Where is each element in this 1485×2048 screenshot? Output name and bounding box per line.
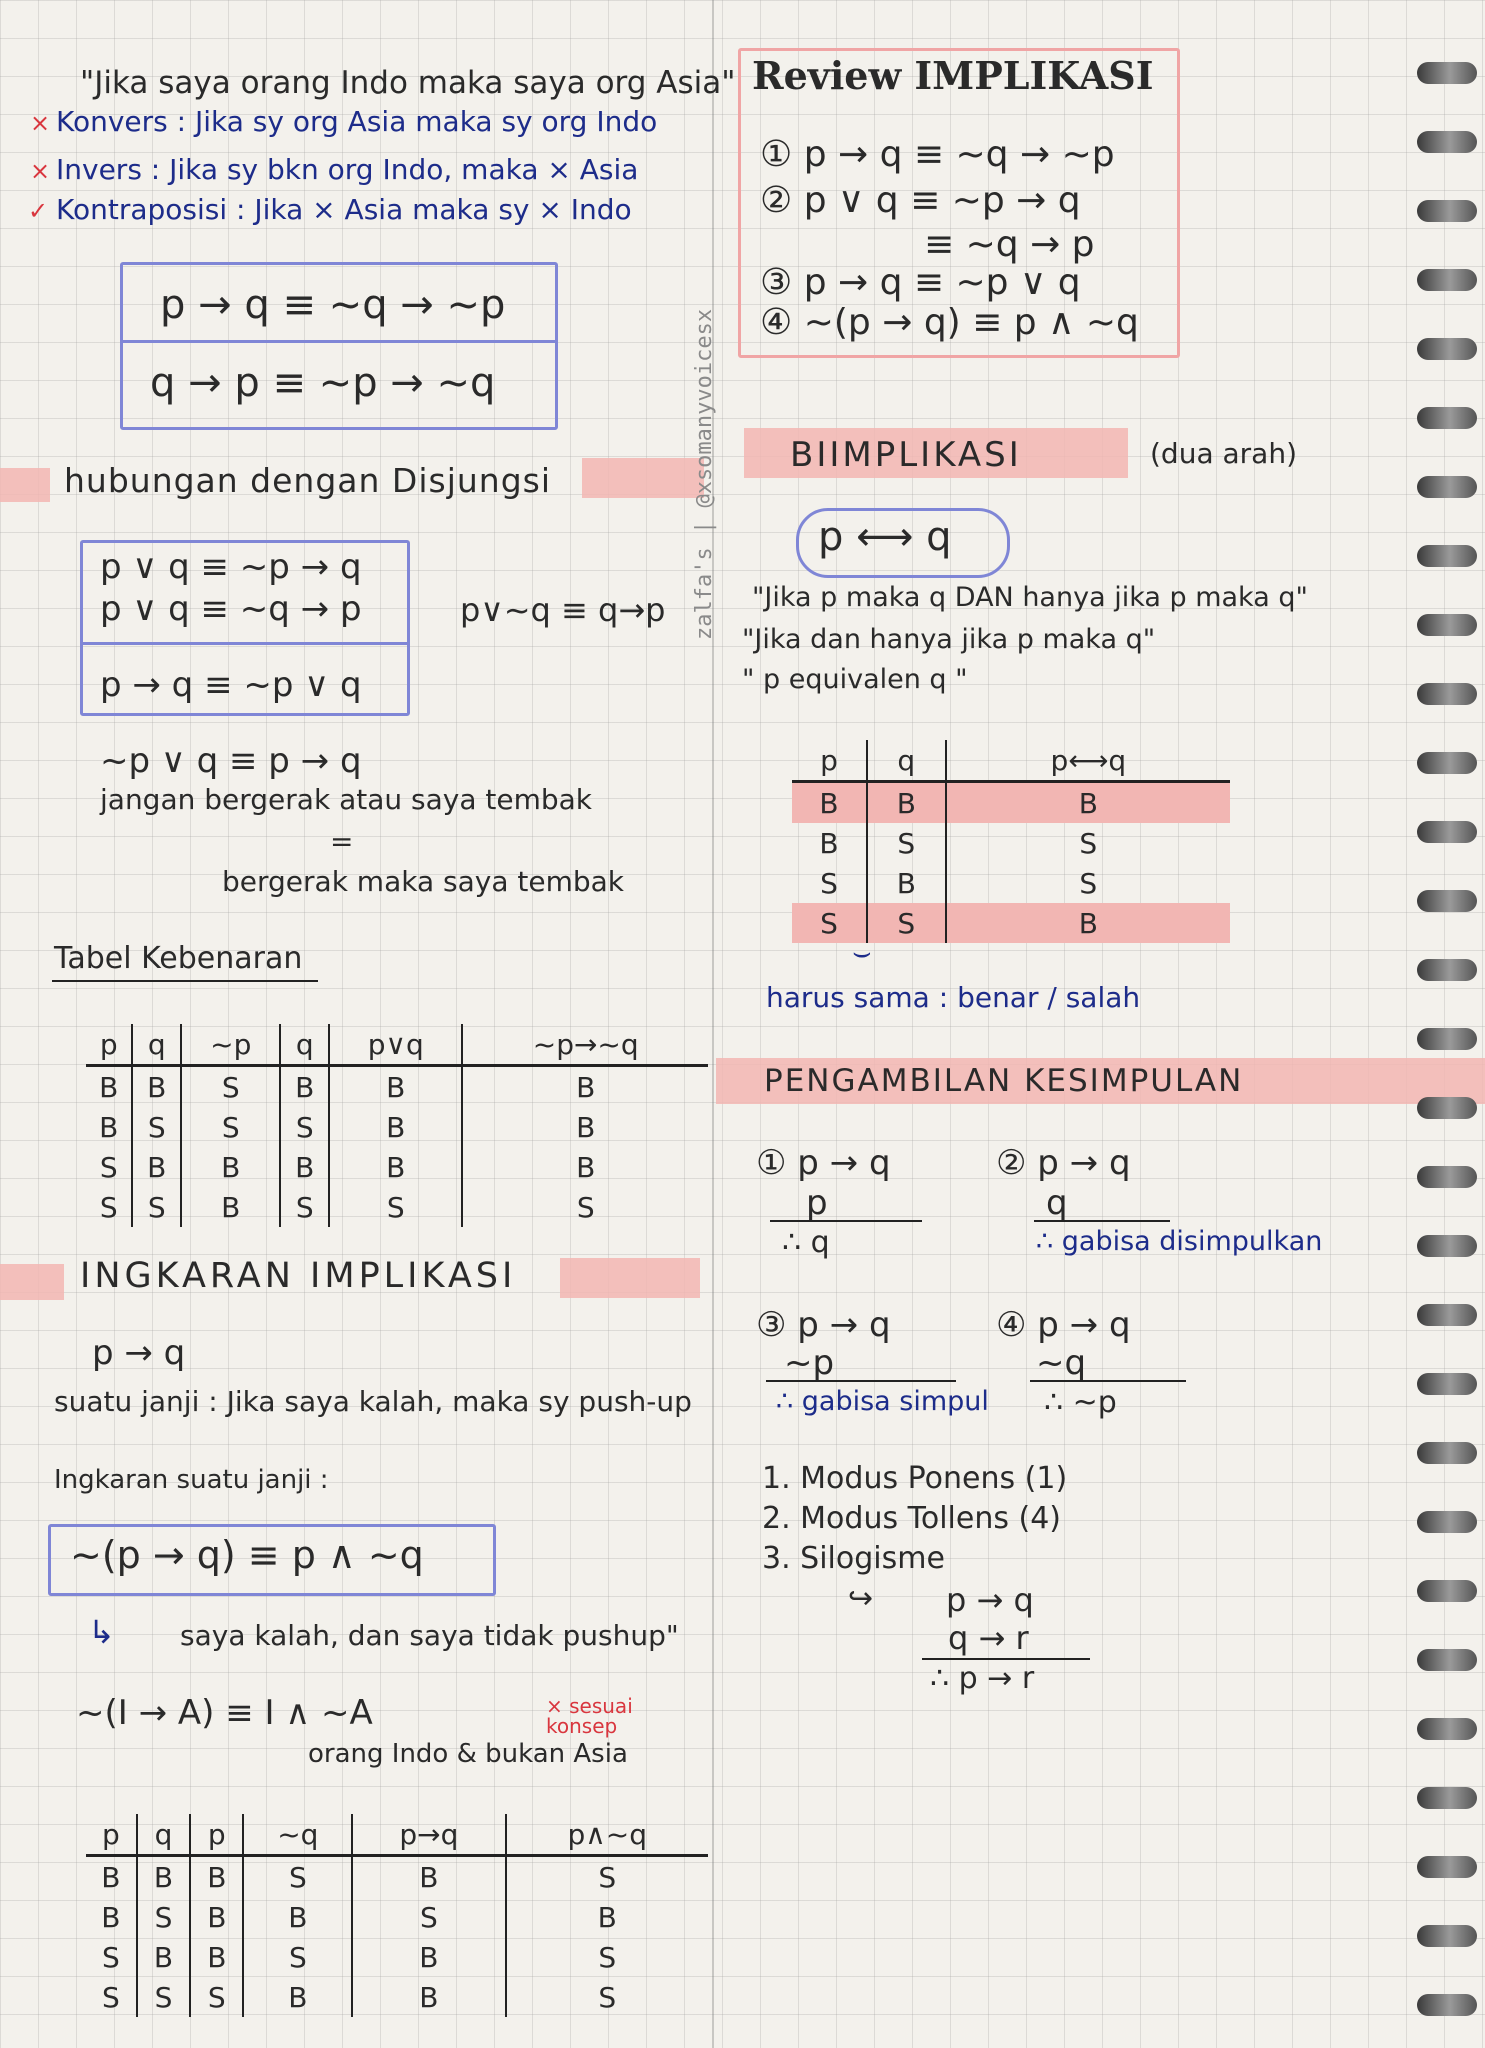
table-cell: B <box>462 1107 708 1147</box>
example-or: jangan bergerak atau saya tembak <box>100 783 593 816</box>
table-cell: S <box>506 1977 708 2017</box>
spiral-ring <box>1417 1511 1477 1533</box>
box1-row2: q → p ≡ ~p → ~q <box>150 360 496 406</box>
table-cell: B <box>132 1066 181 1108</box>
silogisme-3: ∴ p → r <box>930 1661 1035 1696</box>
table-cell: S <box>506 1937 708 1977</box>
watermark: zalfa's | @xsomanyvoicesx <box>692 308 717 640</box>
bracket-icon: ⌣ <box>852 935 872 970</box>
box2-row3: p → q ≡ ~p ∨ q <box>100 665 362 705</box>
sesuai-note: × sesuai konsep <box>546 1694 633 1738</box>
negation-example: saya kalah, dan saya tidak pushup" <box>180 1619 679 1652</box>
k3-premise-1: ③ p → q <box>756 1305 891 1345</box>
table-row <box>86 1856 708 1898</box>
table-cell: B <box>352 1937 505 1977</box>
table-cell: B <box>506 1897 708 1937</box>
biimplikasi-quote-2: "Jika dan hanya jika p maka q" <box>742 624 1156 655</box>
spiral-ring <box>1417 1235 1477 1257</box>
equals-sign: = <box>330 825 354 858</box>
biimplikasi-note: (dua arah) <box>1150 437 1297 470</box>
harus-sama-note: harus sama : benar / salah <box>766 981 1141 1014</box>
spiral-ring <box>1417 1718 1477 1740</box>
table-cell: S <box>181 1066 280 1108</box>
silogisme-1: p → q <box>946 1581 1034 1619</box>
cross-mark-icon: × <box>30 109 51 137</box>
table-cell: S <box>243 1856 352 1898</box>
k4-premise-2: ~q <box>1036 1343 1087 1383</box>
center-fold <box>712 0 714 2048</box>
table-row <box>86 1107 708 1147</box>
underline <box>770 1220 922 1222</box>
spiral-ring <box>1417 62 1477 84</box>
spiral-ring <box>1417 200 1477 222</box>
table-cell: B <box>462 1066 708 1108</box>
kontraposisi-line: Kontraposisi : Jika × Asia maka sy × Indo <box>56 193 632 226</box>
k3-premise-2: ~p <box>784 1343 835 1383</box>
orang-indo-note: orang Indo & bukan Asia <box>308 1739 628 1769</box>
spiral-ring <box>1417 890 1477 912</box>
table-cell: S <box>99 1150 118 1184</box>
table-cell: S <box>867 903 946 943</box>
table-cell: B <box>867 782 946 824</box>
spiral-ring <box>1417 1166 1477 1188</box>
table-cell: B <box>243 1897 352 1937</box>
ia-formula: ~(I → A) ≡ I ∧ ~A <box>76 1693 373 1733</box>
table-row <box>792 823 1230 863</box>
biimplikasi-symbol: p ⟷ q <box>818 514 952 560</box>
janji-line: suatu janji : Jika saya kalah, maka sy push-up <box>54 1385 692 1418</box>
table-cell: B <box>101 1900 121 1934</box>
table-header-cell: p <box>86 1024 132 1066</box>
highlight <box>0 468 50 502</box>
spiral-ring <box>1417 683 1477 705</box>
highlight <box>0 1264 64 1300</box>
check-mark-icon: ✓ <box>28 197 49 225</box>
silogisme: 3. Silogisme <box>762 1541 945 1576</box>
table-cell: S <box>102 1940 120 1974</box>
table-header-cell: p <box>792 740 867 782</box>
k1-conclusion: ∴ q <box>782 1225 830 1260</box>
table-cell: S <box>132 1107 181 1147</box>
k4-conclusion: ∴ ~p <box>1044 1385 1117 1420</box>
table-cell: B <box>190 1856 243 1898</box>
table-cell: S <box>462 1187 708 1227</box>
table-row <box>86 1977 708 2017</box>
table-cell: B <box>280 1147 329 1187</box>
table-cell: B <box>946 903 1230 943</box>
table-row <box>86 1066 708 1108</box>
underline <box>1034 1220 1170 1222</box>
spiral-ring <box>1417 1304 1477 1326</box>
spiral-ring <box>1417 476 1477 498</box>
table-cell: B <box>329 1066 462 1108</box>
spiral-ring <box>1417 821 1477 843</box>
table-row <box>86 1187 708 1227</box>
table-header-cell: p∨q <box>329 1024 462 1066</box>
box2-row2: p ∨ q ≡ ~q → p <box>100 589 362 629</box>
box2-row1: p ∨ q ≡ ~p → q <box>100 547 362 587</box>
review-2: ② p ∨ q ≡ ~p → q <box>760 180 1081 221</box>
spiral-ring <box>1417 1580 1477 1602</box>
disjungsi-heading: hubungan dengan Disjungsi <box>64 461 551 500</box>
spiral-ring <box>1417 752 1477 774</box>
table-cell: B <box>132 1147 181 1187</box>
table-header-cell: p <box>190 1814 243 1856</box>
example-implies: bergerak maka saya tembak <box>222 865 625 898</box>
table-header-cell: ~q <box>243 1814 352 1856</box>
table-header-cell: q <box>132 1024 181 1066</box>
invers-line: Invers : Jika sy bkn org Indo, maka × Asia <box>56 153 639 186</box>
konvers-line: Konvers : Jika sy org Asia maka sy org Indo <box>56 105 658 138</box>
k1-premise-1: ① p → q <box>756 1143 891 1183</box>
table-row <box>792 782 1230 824</box>
table-header-cell: q <box>137 1814 190 1856</box>
quote: "Jika saya orang Indo maka saya org Asia" <box>80 65 736 101</box>
table-cell: S <box>506 1856 708 1898</box>
box1-row1: p → q ≡ ~q → ~p <box>160 282 506 328</box>
highlight <box>560 1258 700 1298</box>
table-cell: S <box>137 1897 190 1937</box>
table-cell: S <box>946 823 1230 863</box>
highlight <box>582 458 704 498</box>
table-cell: B <box>101 1860 121 1894</box>
spiral-ring <box>1417 545 1477 567</box>
underline <box>52 980 318 982</box>
table-cell: S <box>352 1897 505 1937</box>
spiral-ring <box>1417 1994 1477 2016</box>
modus-tollens: 2. Modus Tollens (4) <box>762 1501 1062 1536</box>
table-cell: S <box>280 1187 329 1227</box>
table-cell: B <box>352 1977 505 2017</box>
table-row <box>86 1937 708 1977</box>
box2-side: p∨~q ≡ q→p <box>460 591 666 629</box>
spiral-ring <box>1417 407 1477 429</box>
table-cell: S <box>99 1190 118 1224</box>
table-header-cell: p∧~q <box>506 1814 708 1856</box>
k3-conclusion: ∴ gabisa simpul <box>776 1386 989 1417</box>
table-row <box>792 863 1230 903</box>
silogisme-2: q → r <box>948 1619 1029 1657</box>
k2-premise-1: ② p → q <box>996 1143 1131 1183</box>
biimplikasi-quote-3: " p equivalen q " <box>742 664 968 695</box>
kesimpulan-heading: PENGAMBILAN KESIMPULAN <box>764 1063 1244 1099</box>
spiral-ring <box>1417 1373 1477 1395</box>
table-row <box>86 1897 708 1937</box>
modus-ponens: 1. Modus Ponens (1) <box>762 1461 1068 1496</box>
truth-table-2 <box>86 1814 708 2017</box>
table-cell: B <box>137 1856 190 1898</box>
spiral-ring <box>1417 1097 1477 1119</box>
biimplikasi-table <box>792 740 1230 943</box>
table-cell: S <box>132 1187 181 1227</box>
table-cell: S <box>867 823 946 863</box>
table-cell: B <box>280 1066 329 1108</box>
spiral-ring <box>1417 269 1477 291</box>
table-row <box>86 1147 708 1187</box>
table-cell: B <box>352 1856 505 1898</box>
implication-pq: p → q <box>92 1333 186 1373</box>
ingkaran-heading: INGKARAN IMPLIKASI <box>80 1256 517 1296</box>
table-header-cell: p <box>86 1814 137 1856</box>
table-cell: B <box>329 1107 462 1147</box>
cross-mark-icon: × <box>30 157 51 185</box>
table-cell: S <box>280 1107 329 1147</box>
box-separator <box>80 642 408 645</box>
table-cell: S <box>820 866 838 900</box>
table-cell: S <box>329 1187 462 1227</box>
table-header-cell: p⟷q <box>946 740 1230 782</box>
table-cell: B <box>867 863 946 903</box>
table-cell: B <box>462 1147 708 1187</box>
spiral-ring <box>1417 131 1477 153</box>
table-cell: B <box>946 782 1230 824</box>
spiral-ring <box>1417 1787 1477 1809</box>
spiral-ring <box>1417 614 1477 636</box>
table-cell: B <box>329 1147 462 1187</box>
underline <box>922 1658 1090 1660</box>
review-title: Review IMPLIKASI <box>752 53 1154 98</box>
table-cell: S <box>243 1937 352 1977</box>
table-cell: S <box>137 1977 190 2017</box>
spiral-ring <box>1417 338 1477 360</box>
table-cell: B <box>99 1070 119 1104</box>
table-cell: S <box>181 1107 280 1147</box>
ingkaran-janji-label: Ingkaran suatu janji : <box>54 1465 329 1495</box>
hook-arrow-icon: ↪ <box>848 1581 874 1616</box>
table-cell: B <box>190 1897 243 1937</box>
negation-formula: ~(p → q) ≡ p ∧ ~q <box>70 1533 424 1577</box>
table-cell: B <box>792 782 867 824</box>
table-cell: B <box>819 826 839 860</box>
spiral-ring <box>1417 1649 1477 1671</box>
equivalence-line: ~p ∨ q ≡ p → q <box>100 741 362 781</box>
table-header-cell: p→q <box>352 1814 505 1856</box>
k2-premise-2: q <box>1046 1183 1068 1223</box>
table-cell: B <box>181 1147 280 1187</box>
review-4: ④ ~(p → q) ≡ p ∧ ~q <box>760 302 1139 343</box>
table-cell: B <box>181 1187 280 1227</box>
spiral-ring <box>1417 1442 1477 1464</box>
spiral-ring <box>1417 1856 1477 1878</box>
review-3: ③ p → q ≡ ~p ∨ q <box>760 262 1081 303</box>
truth-table-1 <box>86 1024 708 1227</box>
return-arrow-icon: ↳ <box>88 1613 115 1651</box>
table-header-cell: q <box>280 1024 329 1066</box>
spiral-ring <box>1417 959 1477 981</box>
underline <box>1030 1380 1186 1382</box>
biimplikasi-heading: BIIMPLIKASI <box>790 435 1022 475</box>
biimplikasi-quote-1: "Jika p maka q DAN hanya jika p maka q" <box>752 582 1308 613</box>
spiral-binding <box>1405 0 1485 2048</box>
table-cell: B <box>99 1110 119 1144</box>
review-1: ① p → q ≡ ~q → ~p <box>760 134 1115 175</box>
review-2b: ≡ ~q → p <box>924 224 1095 265</box>
table-cell: B <box>243 1977 352 2017</box>
table-cell: S <box>792 903 867 943</box>
spiral-ring <box>1417 1028 1477 1050</box>
table-cell: S <box>946 863 1230 903</box>
underline <box>766 1380 956 1382</box>
table-cell: B <box>137 1937 190 1977</box>
box-separator <box>120 340 556 343</box>
k4-premise-1: ④ p → q <box>996 1305 1131 1345</box>
table-cell: S <box>102 1980 120 2014</box>
table-header-cell: ~p→~q <box>462 1024 708 1066</box>
table-header-cell: ~p <box>181 1024 280 1066</box>
table-cell: S <box>190 1977 243 2017</box>
k1-premise-2: p <box>806 1183 828 1223</box>
table-cell: B <box>190 1937 243 1977</box>
tabel-title: Tabel Kebenaran <box>54 941 303 976</box>
spiral-ring <box>1417 1925 1477 1947</box>
table-header-cell: q <box>867 740 946 782</box>
k2-conclusion: ∴ gabisa disimpulkan <box>1036 1226 1323 1257</box>
